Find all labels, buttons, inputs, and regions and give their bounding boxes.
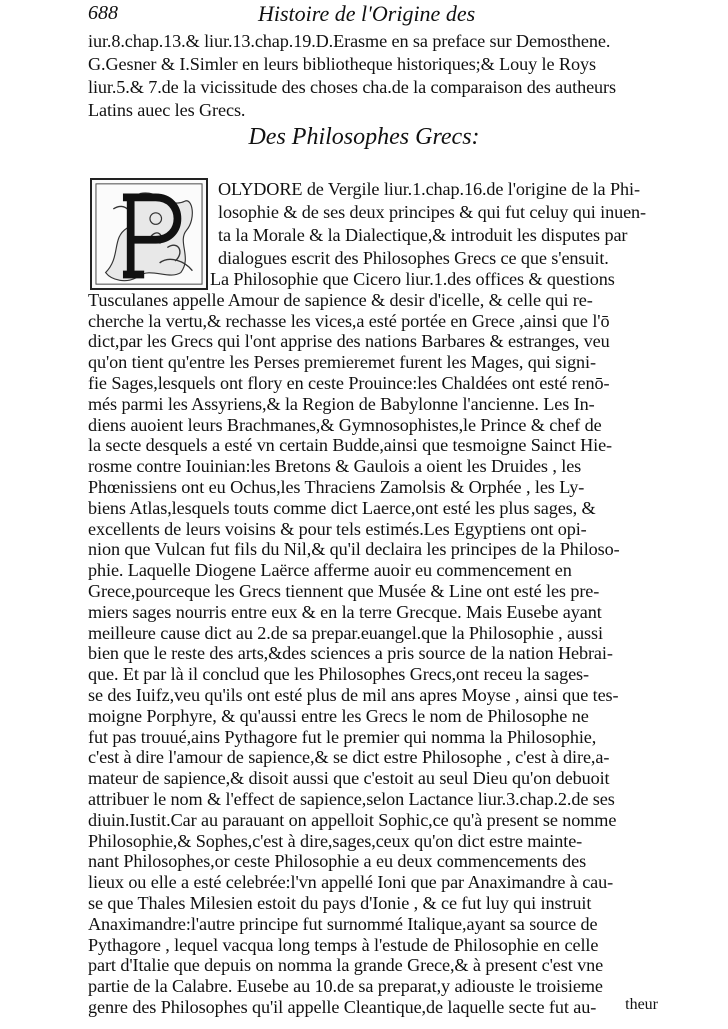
catchword: theur bbox=[625, 996, 658, 1013]
text-line: fie Sages,lesquels ont flory en ceste Prouince:les Chaldées ont esté renō- bbox=[88, 373, 610, 393]
page-header bbox=[88, 2, 648, 28]
text-line: lieux ou elle a esté celebrée:l'vn appellé Ioni que par Anaximandre à cau- bbox=[88, 872, 614, 893]
text-line: biens Atlas,lesquels touts comme dict Laerce,ont esté les plus sages, & bbox=[88, 497, 596, 518]
text-line: iur.8.chap.13.& liur.13.chap.19.D.Erasme en sa preface sur Demosthene. bbox=[88, 31, 611, 51]
text-line: la secte desquels a esté vn certain Budde,ainsi que tesmoigne Sainct Hie- bbox=[88, 435, 613, 456]
text-line: fut pas trouué,ains Pythagore fut le premier qui nomma la Philosophie, bbox=[88, 726, 597, 747]
text-line: dialogues escrit des Philosophes Grecs ce que s'ensuit. bbox=[218, 248, 609, 268]
text-line: Philosophie,& Sophes,c'est à dire,sages,ceux qu'on dict estre mainte- bbox=[88, 830, 583, 851]
text-line: losophie & de ses deux principes & qui fut celuy qui inuen- bbox=[218, 202, 646, 222]
text-line: ta la Morale & la Dialectique,& introduit les disputes par bbox=[218, 225, 628, 245]
text-line: liur.5.& 7.de la vicissitude des choses cha.de la comparaison des autheurs bbox=[88, 77, 616, 97]
text-line: phie. Laquelle Diogene Laërce afferme auoir eu commencement en bbox=[88, 560, 572, 581]
text-line: OLYDORE de Vergile liur.1.chap.16.de l'origine de la Phi- bbox=[218, 179, 640, 199]
text-line: nion que Vulcan fut fils du Nil,& qu'il declaira les principes de la Philoso- bbox=[88, 539, 620, 560]
text-line: bien que le reste des arts,&des sciences a pris source de la nation Hebrai- bbox=[88, 643, 613, 664]
text-line: mateur de sapience,& disoit aussi que c'estoit au seul Dieu qu'on debuoit bbox=[88, 768, 610, 789]
text-line: Grece,pourceque les Grecs tiennent que Musée & Line ont esté les pre- bbox=[88, 581, 600, 601]
text-line: miers sages nourris entre eux & en la terre Grecque. Mais Eusebe ayant bbox=[88, 601, 602, 622]
text-line: diuin.Iustit.Car au parauant on appelloit Sophic,ce qu'à present se nomme bbox=[88, 809, 617, 830]
text-line: més parmi les Assyriens,& la Region de Babylonne l'ancienne. Les In- bbox=[88, 393, 595, 414]
text-line: meilleure cause dict au 2.de sa prepar.euangel.que la Philosophie , aussi bbox=[88, 622, 603, 643]
text-line: rosme contre Iouinian:les Bretons & Gaulois a oient les Druides , les bbox=[88, 456, 582, 477]
page-number: 688 bbox=[88, 2, 118, 24]
text-line: se des Iuifz,veu qu'ils ont esté plus de mil ans apres Moyse , ainsi que tes- bbox=[88, 685, 619, 705]
ornate-initial-icon bbox=[90, 178, 208, 290]
text-line: que. Et par là il conclud que les Philosophes Grecs,ont receu la sages- bbox=[88, 664, 589, 685]
text-line: part d'Italie que depuis on nomma la grande Grece,& à present c'est vne bbox=[88, 955, 604, 976]
text-line: qu'on tient qu'entre les Perses premieremet furent les Mages, qui signi- bbox=[88, 352, 596, 373]
text-line: Tusculanes appelle Amour de sapience & desir d'icelle, & celle qui re- bbox=[88, 289, 593, 310]
text-line: moigne Porphyre, & qu'aussi entre les Grecs le nom de Philosophe ne bbox=[88, 705, 589, 726]
text-line: G.Gesner & I.Simler en leurs bibliotheque historiques;& Louy le Roys bbox=[88, 54, 596, 74]
text-line: Anaximandre:l'autre principe fut surnommé Italique,ayant sa source de bbox=[88, 913, 598, 934]
text-line: nant Philosophes,or ceste Philosophie a eu deux commencements des bbox=[88, 851, 587, 872]
text-line: attribuer le nom & l'effect de sapience,selon Lactance liur.3.chap.2.de ses bbox=[88, 789, 615, 809]
text-line: Latins auec les Grecs. bbox=[88, 100, 246, 120]
text-line: excellents de leurs voisins & pour tels estimés.Les Egyptiens ont opi- bbox=[88, 518, 587, 539]
section-title: Des Philosophes Grecs: bbox=[248, 124, 480, 150]
text-line: dict,par les Grecs qui l'ont apprise des nations Barbares & estranges, veu bbox=[88, 331, 610, 352]
text-line: genre des Philosophes qu'il appelle Cleantique,de laquelle secte fut au- bbox=[88, 997, 597, 1017]
text-line: Phœnissiens ont eu Ochus,les Thraciens Zamolsis & Orphée , les Ly- bbox=[88, 477, 585, 497]
text-line: se que Thales Milesien estoit du pays d'Ionie , & ce fut luy qui instruit bbox=[88, 893, 592, 913]
text-line: cherche la vertu,& rechasse les vices,a esté portée en Grece ,ainsi que l'ō bbox=[88, 310, 610, 331]
text-line: c'est à dire l'amour de sapience,& se dict estre Philosophe , c'est à dire,a- bbox=[88, 747, 610, 768]
text-line: La Philosophie que Cicero liur.1.des offices & questions bbox=[210, 269, 615, 289]
text-line: diens auoient leurs Brachmanes,& Gymnosophistes,le Prince & chef de bbox=[88, 414, 602, 435]
text-line: Pythagore , lequel vacqua long temps à l'estude de Philosophie en celle bbox=[88, 934, 599, 955]
running-head: Histoire de l'Origine des bbox=[258, 1, 476, 26]
text-line: partie de la Calabre. Eusebe au 10.de sa preparat,y adiouste le troisieme bbox=[88, 976, 603, 997]
